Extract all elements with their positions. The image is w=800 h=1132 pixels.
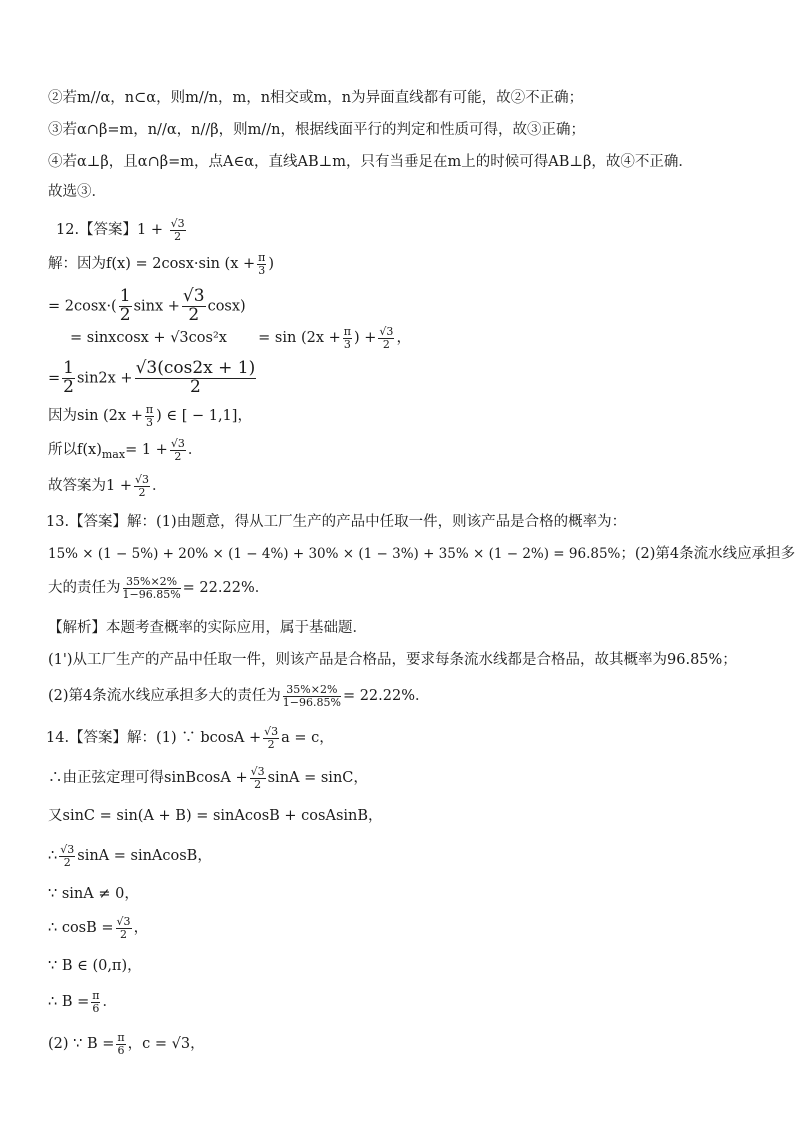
q14-line-9: (2) ∵ B = $\frac{\pi}{6}$ ，c = √3， [48, 1031, 205, 1057]
text-line: 故选③． [48, 184, 106, 200]
q14-line-6: ∴ cosB = $\frac{√3}{2}$ ， [48, 915, 149, 941]
text-line: ②若m//α，n⊂α，则m//n，m，n相交或m，n为异面直线都有可能，故②不正确； [48, 90, 584, 106]
q12-line-7: 故答案为1 + $\frac{√3}{2}$ ． [48, 473, 167, 499]
q12-line-2: = 2cosx·( $\frac{1}{2}$ sinx + $\frac{√3}{2}$ cosx) [48, 286, 246, 325]
q14-line-2: ∴由正弦定理可得sinBcosA + $\frac{√3}{2}$ sinA = sinC， [48, 765, 368, 791]
q12-answer-label: 12.【答案】1 + [56, 222, 164, 239]
text-line: ④若α⊥β，且α∩β=m，点A∈α，直线AB⊥m，只有当垂足在m上的时候可得AB⊥β，故④不正确． [48, 154, 693, 170]
q12-line-5: 因为sin (2x + $\frac{\pi}{3}$ ) ∈ [ − 1,1]， [48, 403, 252, 429]
q14-line-5: ∵ sinA ≠ 0， [48, 886, 139, 902]
q14-answer-heading: 14.【答案】解：(1) ∵ bcosA + $\frac{√3}{2}$ a = c， [46, 725, 334, 751]
q14-line-7: ∵ B ∈ (0,π)， [48, 958, 142, 974]
q12-answer-heading [56, 218, 770, 242]
q12-line-6: 所以$f(x)_{max}= 1$ + $\frac{√3}{2}$ ． [48, 437, 203, 463]
text-line: ③若α∩β=m，n//α，n//β，则m//n，根据线面平行的判定和性质可得，故③正确； [48, 122, 585, 138]
q13-line-5: (1')从工厂生产的产品中任取一件，则该产品是合格品，要求每条流水线都是合格品，故其概率为96.85%； [48, 652, 737, 668]
q13-analysis: 【解析】本题考查概率的实际应用，属于基础题． [48, 620, 367, 636]
q12-line-1: 解：因为f(x) = 2cosx·sin (x + $\frac{\pi}{3}$ ) [48, 251, 275, 277]
fraction: $\frac{√3}{2}$ [170, 217, 185, 243]
q13-line-3: 大的责任为 $\frac{35\%\times 2\%}{1-96.85\%}$ = 22.22%． [48, 575, 270, 601]
q13-line-6: (2)第4条流水线应承担多大的责任为 $\frac{35\%\times 2\%}{1-96.85\%}$ = 22.22%． [48, 683, 430, 709]
q12-line-3: = sinxcosx + √3cos²x = sin (2x + $\frac{\pi}{3}$ ) + $\frac{√3}{2}$ ， [70, 325, 411, 351]
q12-line-4: = $\frac{1}{2}$ sin2x + $\frac{√3(\cos 2x + 1)}{2}$ [48, 358, 256, 397]
q13-answer-heading: 13.【答案】解：(1)由题意，得从工厂生产的产品中任取一件，则该产品是合格的概率为： [46, 514, 627, 530]
q13-line-2: 15% × (1 − 5%) + 20% × (1 − 4%) + 30% × (1 − 3%) + 35% × (1 − 2%) = 96.85%；(2)第4条流水线应承担多 [48, 546, 796, 562]
q14-line-8: ∴ B = $\frac{\pi}{6}$ ． [48, 989, 117, 1015]
q14-line-4: ∴ $\frac{√3}{2}$ sinA = sinAcosB， [48, 843, 212, 869]
q14-line-3: 又sinC = sin(A + B) = sinAcosB + cosAsinB， [48, 808, 383, 824]
